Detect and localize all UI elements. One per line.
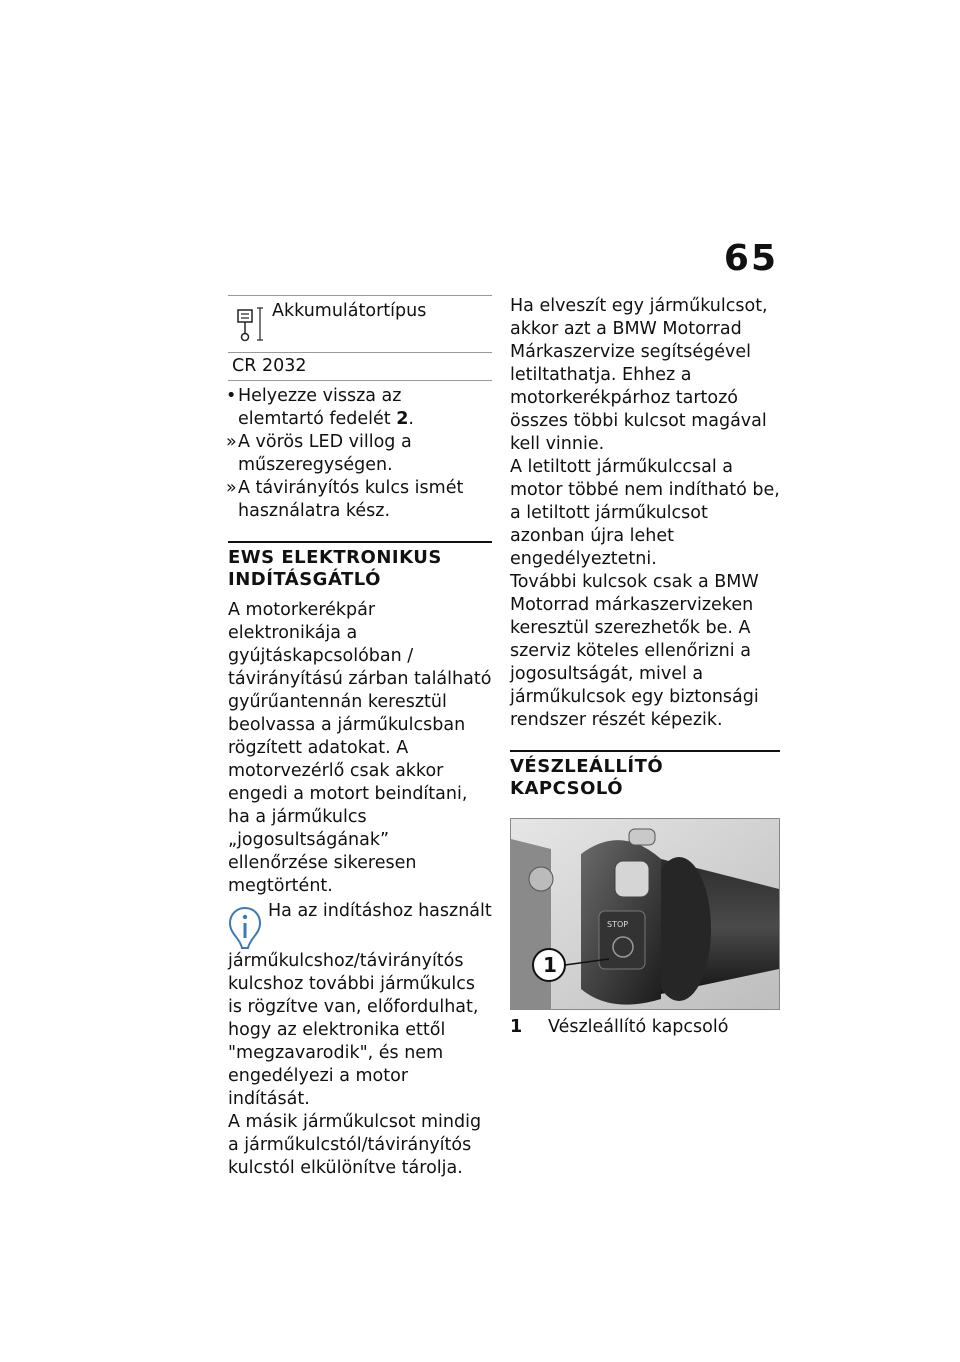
step-text-end: . [408, 409, 414, 429]
paragraph: A motorkerékpár elektronikája a gyújtáskapcsolóban / távirányítású zárban található gyűrűantennán keresztül beolvassa a járműkulcsban rögzített adatokat. A motorvezérlő csak akkor engedi a motort beindítani, ha a járműkulcs „jogosultságának” ellenőrzése sikeresen megtörtént. [228, 600, 492, 896]
bullet-mark: • [226, 386, 237, 406]
battery-spec-table [228, 295, 492, 381]
switch-stop-label: STOP [607, 920, 629, 929]
battery-icon [236, 304, 266, 344]
result-item [228, 477, 492, 523]
note-text: Ha az indításhoz használt járműkulcshoz/távirányítós kulcshoz további járműkulcs is rögzítve van, előfordulhat, hogy az elektronika ettől "megzavarodik", és nem engedélyezi a motor indítását. [228, 901, 492, 1109]
paragraph: A letiltott járműkulccsal a motor többé nem indítható be, a letiltott járműkulcsot azonban újra lehet engedélyeztetni. [510, 457, 780, 569]
handlebar-switch-photo [510, 818, 780, 1010]
caption-text: Vészleállító kapcsoló [548, 1017, 729, 1037]
paragraph: A másik járműkulcsot mindig a járműkulcstól/távirányítós kulcstól elkülönítve tárolja. [228, 1112, 482, 1178]
left-column [228, 295, 492, 1180]
spec-label: Akkumulátortípus [272, 301, 427, 321]
result-text: A vörös LED villog a műszeregységen. [238, 432, 412, 475]
result-item [228, 431, 492, 477]
right-column [510, 295, 780, 1039]
result-mark: » [226, 432, 237, 452]
step-text: Helyezze vissza az elemtartó fedelét [238, 386, 402, 429]
figure-caption [510, 1016, 780, 1039]
step-ref: 2 [396, 409, 409, 429]
section-title-kill-switch: VÉSZLEÁLLÍTÓ KAPCSOLÓ [510, 750, 780, 800]
section-title-ews: EWS ELEKTRONIKUS INDÍTÁSGÁTLÓ [228, 541, 492, 591]
caption-number: 1 [510, 1017, 523, 1037]
figure-callout-1: 1 [543, 953, 557, 977]
step-item [228, 385, 492, 431]
page-number: 65 [723, 238, 778, 279]
handlebar-illustration [511, 819, 779, 1009]
spec-header-cell [228, 296, 492, 353]
info-icon [228, 906, 262, 950]
result-mark: » [226, 478, 237, 498]
info-note [228, 900, 492, 1111]
spec-value: CR 2032 [228, 353, 492, 381]
paragraph: Ha elveszít egy járműkulcsot, akkor azt a BMW Motorrad Márkaszervize segítségével letiltathatja. Ehhez a motorkerékpárhoz tartozó összes többi kulcsot magával kell vinnie. [510, 296, 768, 454]
result-text: A távirányítós kulcs ismét használatra kész. [238, 478, 464, 521]
paragraph: További kulcsok csak a BMW Motorrad márkaszervizeken keresztül szerezhetők be. A szerviz köteles ellenőrizni a jogosultságát, mivel a járműkulcsok egy biztonsági rendszer részét képezik. [510, 572, 759, 730]
